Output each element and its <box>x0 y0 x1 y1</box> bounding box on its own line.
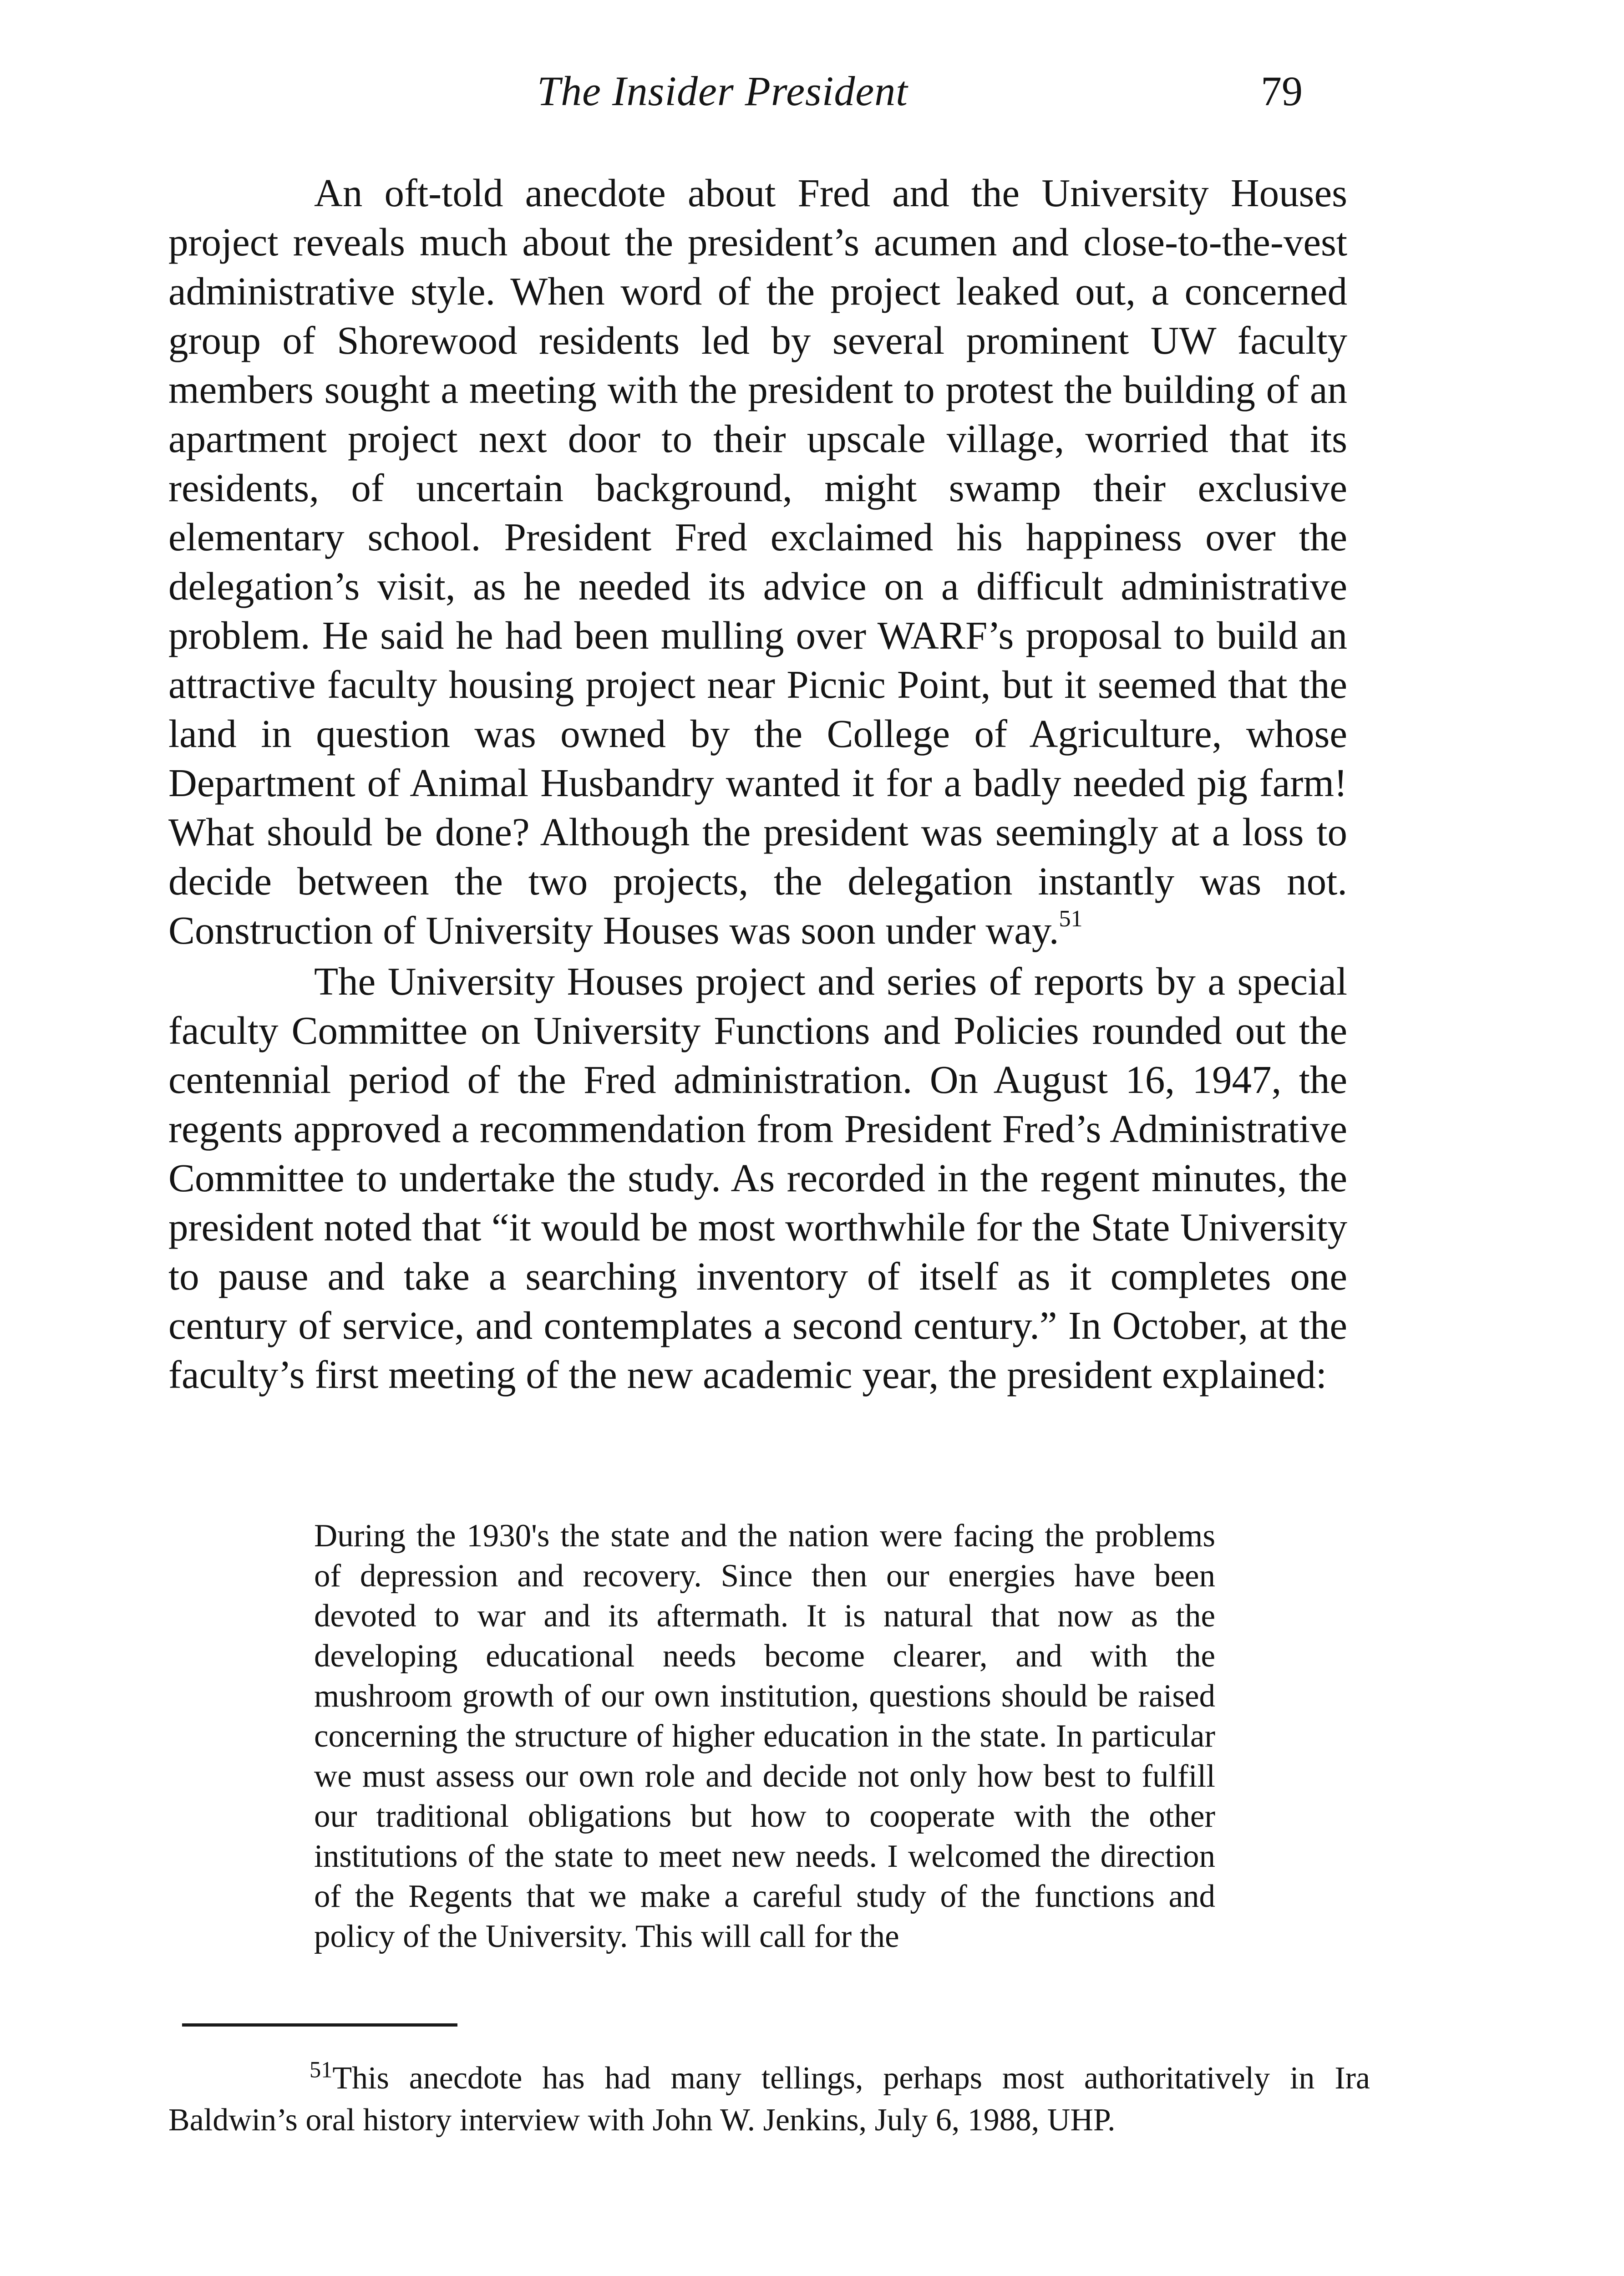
paragraph-anecdote-text: An oft-told anecdote about Fred and the University Houses project reveals much about the president’s acumen and close-to-the-vest administrative style. When word of the project leaked out, a concerned group of Shorewood residents led by several prominent UW faculty members sought a meeting with the president to protest the building of an apartment project next door to their upscale village, worried that its residents, of uncertain background, might swamp their exclusive elementary school. President Fred exclaimed his happiness over the delegation’s visit, as he needed its advice on a difficult administrative problem. He said he had been mulling over WARF’s proposal to build an attractive faculty housing project near Picnic Point, but it seemed that the land in question was owned by the College of Agriculture, whose Department of Animal Husbandry wanted it for a badly needed pig farm! What should be done? Although the president was seemingly at a loss to decide between the two projects, the delegation instantly was not. Construction of University Houses was soon under way. <box>168 171 1347 952</box>
footnote-reference: 51 <box>1059 905 1083 932</box>
footnote-text: This anecdote has had many tellings, perhaps most authoritatively in Ira Baldwin’s oral history interview with John W. Jenkins, July 6, 1988, UHP. <box>168 2061 1370 2138</box>
paragraph-anecdote <box>168 168 1347 955</box>
footnote-number: 51 <box>310 2057 333 2083</box>
page-number: 79 <box>1261 68 1303 114</box>
body-text <box>168 168 1347 1399</box>
running-title: The Insider President <box>537 68 908 114</box>
block-quote: During the 1930's the state and the nation were facing the problems of depression and recovery. Since then our energies have been devoted to war and its aftermath. It is natural that now as the developing educational needs become clearer, and with the mushroom growth of our own institution, questions should be raised concerning the structure of higher education in the state. In particular we must assess our own role and decide not only how best to fulfill our traditional obligations but how to cooperate with the other institutions of the state to meet new needs. I welcomed the direction of the Regents that we make a careful study of the functions and policy of the University. This will call for the <box>314 1518 1215 1954</box>
running-head <box>0 59 1624 123</box>
paragraph-committee: The University Houses project and series of reports by a special faculty Committee on University Functions and Policies rounded out the centennial period of the Fred administration. On August 16, 1947, the regents approved a recommendation from President Fred’s Administrative Committee to undertake the study. As recorded in the regent minutes, the president noted that “it would be most worthwhile for the State University to pause and take a searching inventory of itself as it completes one century of service, and contemplates a second century.” In October, at the faculty’s first meeting of the new academic year, the president explained: <box>168 959 1347 1397</box>
footnote-divider <box>182 2023 457 2027</box>
footnote <box>168 2058 1370 2141</box>
